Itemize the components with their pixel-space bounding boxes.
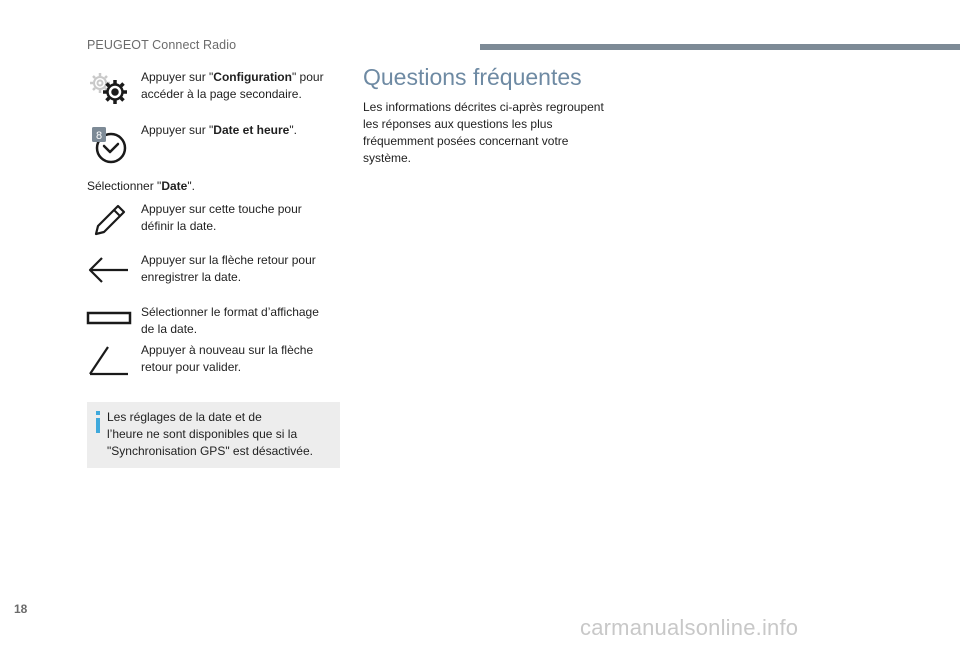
format-bar-icon (86, 311, 132, 325)
page-number: 18 (14, 602, 28, 616)
step-format-text: Sélectionner le format d’affichage de la date. (141, 305, 319, 336)
step-datetime-text: Appuyer sur "Date et heure". (141, 123, 297, 137)
settings-gears-icon (87, 70, 131, 108)
header-title: PEUGEOT Connect Radio (87, 38, 237, 52)
back-arrow-icon (88, 343, 130, 377)
pencil-icon (92, 202, 128, 238)
faq-intro-text: Les informations décrites ci-après regroupent les réponses aux questions les plus fréquemment posées concernant votre système. (363, 100, 604, 165)
back-arrow-icon (88, 255, 130, 285)
info-note-text: Les réglages de la date et de l’heure ne sont disponibles que si la "Synchronisation GPS" est désactivée. (107, 410, 313, 458)
date-label: Date (161, 179, 188, 193)
info-note-box (87, 402, 340, 468)
step-back-validate-text: Appuyer à nouveau sur la flèche retour pour valider. (141, 343, 314, 374)
step-configuration-text: Appuyer sur "Configuration" pour accéder à la page secondaire. (141, 70, 324, 101)
info-icon (93, 411, 103, 433)
header-bar (480, 44, 960, 50)
configuration-label: Configuration (213, 70, 292, 84)
select-date-text: Sélectionner "Date". (87, 179, 195, 193)
faq-title: Questions fréquentes (363, 64, 582, 90)
step-edit-text: Appuyer sur cette touche pour définir la date. (141, 202, 302, 233)
clock-badge: 8 (95, 130, 103, 142)
watermark: carmanualsonline.info (580, 615, 799, 640)
clock-icon (91, 126, 131, 166)
step-back-save-text: Appuyer sur la flèche retour pour enregistrer la date. (141, 253, 316, 284)
date-time-label: Date et heure (213, 123, 290, 137)
